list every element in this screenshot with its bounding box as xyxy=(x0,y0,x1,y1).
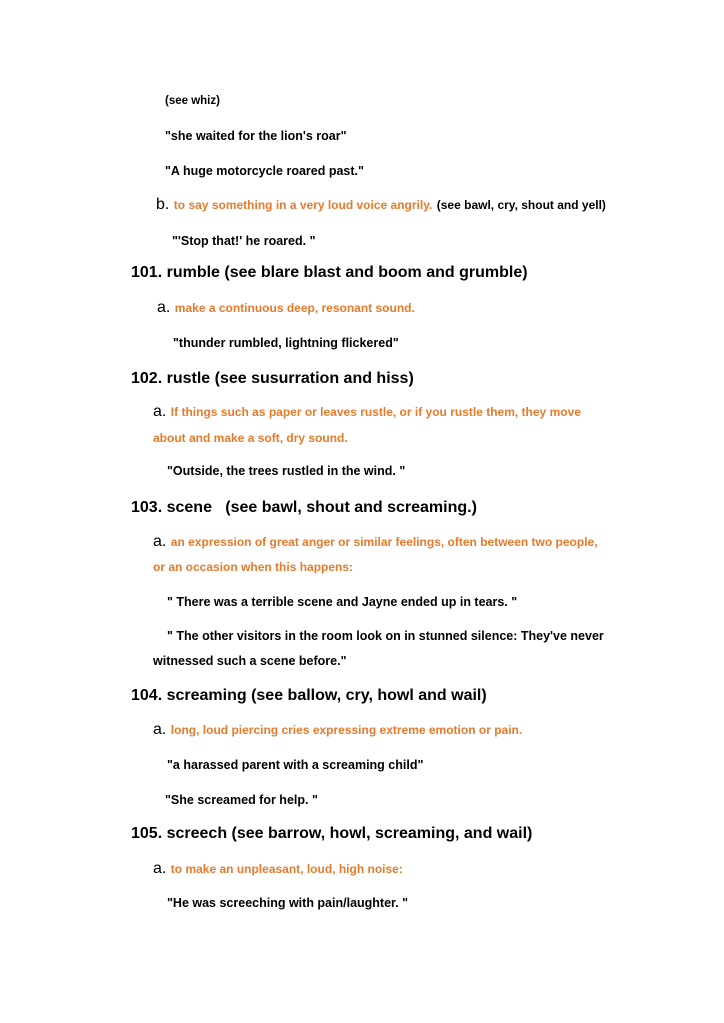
entry-heading xyxy=(131,687,487,705)
entry-title: screaming (see ballow, cry, howl and wail) xyxy=(166,687,487,704)
sense-letter: b. xyxy=(156,196,170,213)
sense-letter: a. xyxy=(157,299,171,316)
sense-a xyxy=(153,721,522,739)
definition-continued: or an occasion when this happens: xyxy=(153,560,354,574)
sense-a xyxy=(157,299,415,317)
example-sentence: "Outside, the trees rustled in the wind. " xyxy=(167,464,406,478)
example-sentence: "a harassed parent with a screaming child" xyxy=(167,758,424,772)
example-sentence: "she waited for the lion's roar" xyxy=(165,129,347,143)
sense-a xyxy=(153,403,581,421)
entry-title: scene (see bawl, shout and screaming.) xyxy=(166,499,477,516)
entry-title: rustle (see susurration and hiss) xyxy=(166,370,414,387)
example-sentence: "He was screeching with pain/laughter. " xyxy=(167,896,409,910)
entry-number: 105. xyxy=(131,825,163,842)
example-sentence: "She screamed for help. " xyxy=(165,793,318,807)
sense-letter: a. xyxy=(153,533,167,550)
entry-number: 101. xyxy=(131,264,163,281)
sense-letter: a. xyxy=(153,403,167,420)
example-sentence: " There was a terrible scene and Jayne ended up in tears. " xyxy=(167,595,518,609)
entry-heading xyxy=(131,264,528,282)
example-sentence-continued: witnessed such a scene before." xyxy=(153,654,347,668)
sense-letter: a. xyxy=(153,860,167,877)
entry-title: screech (see barrow, howl, screaming, and wail) xyxy=(166,825,533,842)
sense-b xyxy=(156,196,606,214)
entry-heading xyxy=(131,499,477,517)
definition-continued: about and make a soft, dry sound. xyxy=(153,431,348,445)
example-sentence: "thunder rumbled, lightning flickered" xyxy=(173,336,399,350)
definition: If things such as paper or leaves rustle, or if you rustle them, they move xyxy=(170,405,581,419)
definition: long, loud piercing cries expressing extreme emotion or pain. xyxy=(170,723,523,737)
entry-heading xyxy=(131,370,414,388)
entry-heading xyxy=(131,825,532,843)
definition: make a continuous deep, resonant sound. xyxy=(174,301,415,315)
entry-number: 102. xyxy=(131,370,163,387)
definition: to say something in a very loud voice angrily. xyxy=(173,198,433,212)
sense-letter: a. xyxy=(153,721,167,738)
example-sentence: "'Stop that!' he roared. " xyxy=(172,234,316,248)
cross-reference: (see bawl, cry, shout and yell) xyxy=(436,198,606,212)
definition: an expression of great anger or similar feelings, often between two people, xyxy=(170,535,598,549)
cross-reference: (see whiz) xyxy=(165,95,220,107)
entry-number: 104. xyxy=(131,687,163,704)
entry-title: rumble (see blare blast and boom and grumble) xyxy=(166,264,528,281)
example-sentence: " The other visitors in the room look on in stunned silence: They've never xyxy=(167,629,604,643)
example-sentence: "A huge motorcycle roared past." xyxy=(165,164,364,178)
entry-number: 103. xyxy=(131,499,163,516)
definition: to make an unpleasant, loud, high noise: xyxy=(170,862,403,876)
sense-a xyxy=(153,533,598,551)
sense-a xyxy=(153,860,403,878)
